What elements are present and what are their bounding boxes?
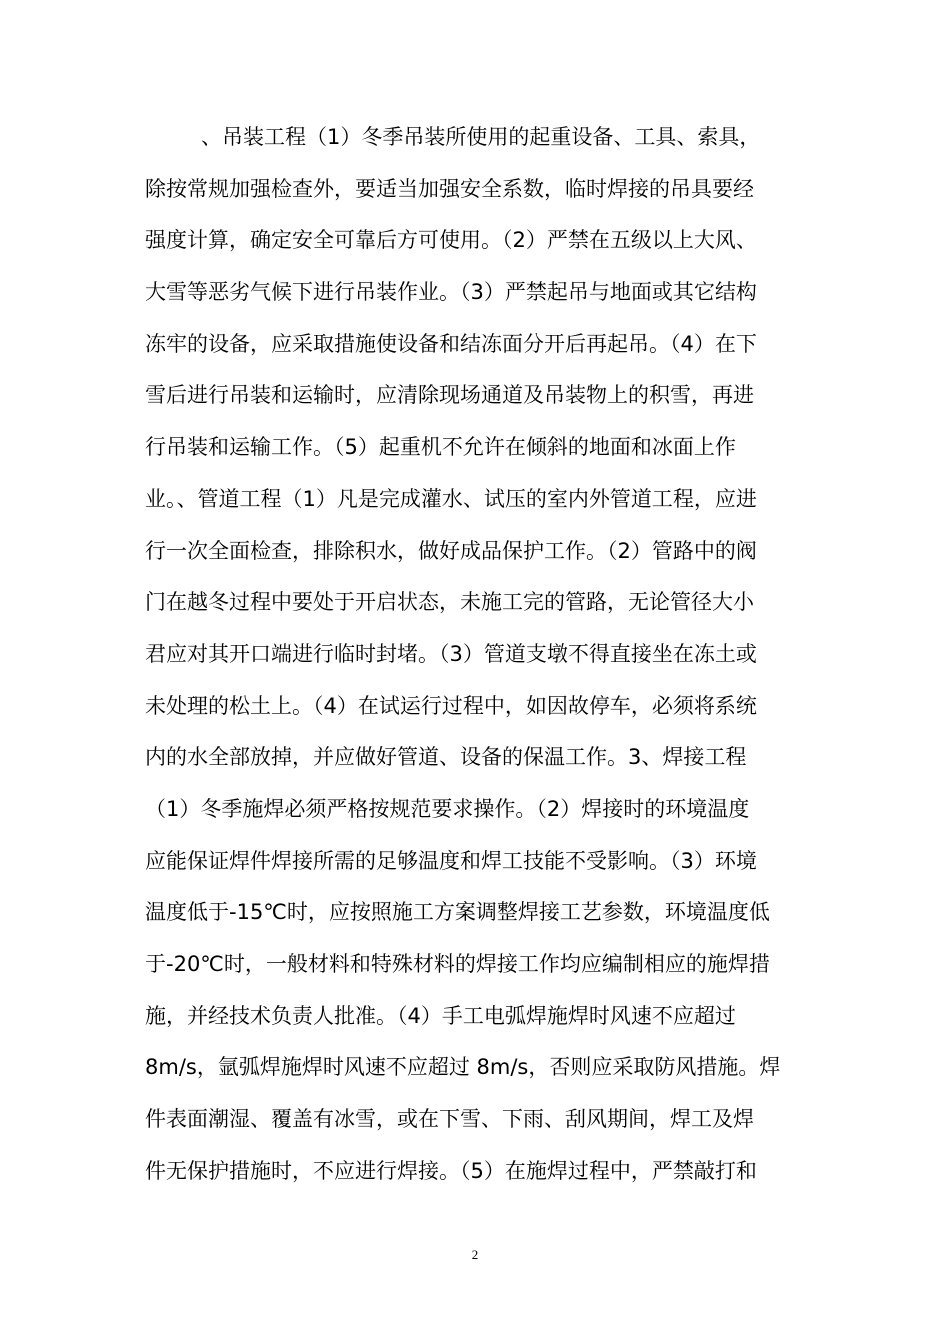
text-line: 冻牢的设备，应采取措施使设备和结冻面分开后再起吊。（4）在下 [145,331,757,356]
text-line: 君应对其开口端进行临时封堵。（3）管道支墩不得直接坐在冻土或 [145,641,757,666]
text-line: 强度计算，确定安全可靠后方可使用。（2）严禁在五级以上大风、 [145,228,757,253]
text-line: 件表面潮湿、覆盖有冰雪，或在下雪、下雨、刮风期间，焊工及焊 [145,1107,754,1132]
text-line: 雪后进行吊装和运输时，应清除现场通道及吊装物上的积雪，再进 [145,383,754,408]
text-line: 行一次全面检查，排除积水，做好成品保护工作。（2）管路中的阀 [145,538,757,563]
text-line: 除按常规加强检查外，要适当加强安全系数，临时焊接的吊具要经 [145,176,754,201]
text-line: （1）冬季施焊必须严格按规范要求操作。（2）焊接时的环境温度 [145,796,750,821]
text-line: 施，并经技术负责人批准。（4）手工电弧焊施焊时风速不应超过 [145,1003,736,1028]
body-text [145,112,813,1197]
text-line: 温度低于-15℃时，应按照施工方案调整焊接工艺参数，环境温度低 [145,900,770,925]
text-line: 业。、管道工程（1）凡是完成灌水、试压的室内外管道工程，应进 [145,486,757,511]
text-line: 未处理的松土上。（4）在试运行过程中，如因故停车，必须将系统 [145,693,757,718]
page-number: 2 [471,1247,479,1262]
text-line: 8m/s，氩弧焊施焊时风速不应超过 8m/s，否则应采取防风措施。焊 [145,1055,781,1080]
text-line: 门在越冬过程中要处于开启状态，未施工完的管路，无论管径大小 [145,590,754,615]
text-line: 、吊装工程（1）冬季吊装所使用的起重设备、工具、索具， [201,125,761,149]
text-line: 内的水全部放掉，并应做好管道、设备的保温工作。3、焊接工程 [145,745,747,770]
text-line: 行吊装和运输工作。（5）起重机不允许在倾斜的地面和冰面上作 [145,435,736,460]
text-line: 应能保证焊件焊接所需的足够温度和焊工技能不受影响。（3）环境 [145,848,757,873]
text-line: 于-20℃时，一般材料和特殊材料的焊接工作均应编制相应的施焊措 [145,952,770,976]
text-line: 件无保护措施时，不应进行焊接。（5）在施焊过程中，严禁敲打和 [145,1158,757,1183]
text-line: 大雪等恶劣气候下进行吊装作业。（3）严禁起吊与地面或其它结构 [145,280,757,305]
